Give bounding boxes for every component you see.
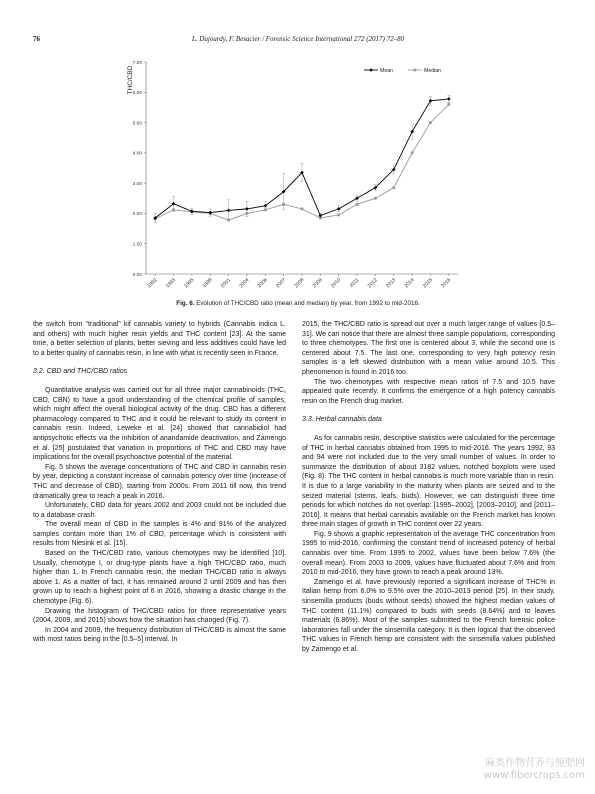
data-point [301, 207, 304, 210]
data-point [411, 151, 414, 154]
data-point [337, 207, 341, 211]
x-tick-label: 2011 [348, 277, 361, 290]
data-point [245, 207, 249, 211]
y-axis-label: THC/CBD [127, 65, 134, 95]
y-tick-label: 5.00 [132, 121, 142, 127]
paragraph: Drawing the histogram of THC/CBD ratios for three representative years (2004, 2009, and 2015) shows how the situation has changed (Fig. 7). [33, 607, 286, 625]
x-tick-label: 2004 [238, 277, 251, 290]
data-point [227, 209, 231, 213]
section-heading: 3.3. Herbal cannabis data [302, 416, 382, 424]
data-point [429, 121, 432, 124]
series-mean [153, 95, 450, 222]
paragraph: Quantitative analysis was carried out for all three major cannabinoids (THC, CBD, CBN) to have a good understanding of the chemical profile of samples, which might affect the overall biological activity of the drug. CBD has a different pharmacology compared to THC and it could be relevant to study its content in cannabis resin. Indeed, Leweke et al. [24] showed that cannabidiol had antipsychotic effects via the inhibition of anandamide deactivation, and Zamengo et al. [25] postulated that variation in proportions of THC and CBD may have implications for the overall psychoactive potential of the material. [33, 386, 286, 462]
y-tick-label: 4.00 [132, 151, 142, 157]
x-tick-label: 1995 [183, 277, 196, 290]
y-tick-label: 7.00 [132, 60, 142, 66]
x-tick-label: 2009 [311, 277, 324, 290]
x-tick-label: 2013 [385, 277, 398, 290]
x-tick-label: 2014 [403, 277, 416, 290]
watermark-line: 麻类作物营养与施肥网 [485, 758, 585, 769]
paragraph: As for cannabis resin, descriptive statistics were calculated for the percentage of THC in herbal cannabis obtained from 1995 to mid-2016. The years 1992, 93 and 94 were not included due to the very small number of values. In order to summarize the distribution of about 3182 values, notched boxplots were used (Fig. 8). The THC content in herbal cannabis is much more variable than in resin. It is due to a large variability in the maturity when plants are seized and to the seized material (stems, leafs, buds). However, we can distinguish three time periods for which notches do not overlap: [1995–2002], [2003–2010], and [2011–2016]. It means that herbal cannabis available on the French market has known three main stages of growth in THC content over 22 years. [302, 434, 555, 529]
data-point [392, 186, 395, 189]
paragraph: Based on the THC/CBD ratio, various chemotypes may be identified [10]. Usually, chemotype I, or drug-type plants have a high THC/CBD ratio, much higher than 1. In French cannabis resin, the median THC/CBD ratio is always above 1. As a matter of fact, it has remained around 2 until 2009 and has then grown up to reach a highest point of 6 in 2016, showing a drastic change in the chemotype (Fig. 6). [33, 550, 286, 606]
paragraph: The overall mean of CBD in the samples is 4% and 91% of the analyzed samples contain more than 1% of CBD, percentage which is consistent with results from Niesink et al. [15]. [33, 521, 286, 548]
legend-marker [369, 68, 373, 72]
y-ticks [133, 60, 146, 278]
y-tick-label: 2.00 [132, 212, 142, 218]
x-ticks [146, 274, 452, 289]
x-tick-label: 2008 [293, 277, 306, 290]
data-point [356, 203, 359, 206]
x-tick-label: 1992 [146, 277, 159, 290]
data-point [447, 97, 451, 101]
x-tick-label: 2006 [256, 277, 269, 290]
legend-label: Median [424, 68, 442, 74]
x-tick-label: 2015 [421, 277, 434, 290]
section-heading: 3.2. CBD and THC/CBD ratios [33, 368, 128, 376]
x-tick-label: 2001 [219, 277, 233, 290]
figure-caption [33, 300, 563, 307]
running-title: L. Dujourdy, F. Besacier / Forensic Science International 272 (2017) 72–80 [191, 35, 405, 43]
legend-item-mean [364, 68, 393, 74]
legend-label: Mean [380, 68, 393, 74]
paragraph: Unfortunately, CBD data for years 2002 and 2003 could not be included due to a database crash. [33, 502, 286, 519]
watermark [484, 758, 585, 782]
paragraph: Fig. 9 shows a graphic representation of the average THC concentration from 1995 to mid-2016, confirming the constant trend of increased potency of herbal cannabis over time. From 1995 to 2002, values have been below 7.6% (the overall mean). From 2003 to 2009, values have fluctuated about 7.6% and from 2010 to mid-2016, they have grown to reach a peak around 13%. [302, 530, 555, 577]
x-tick-label: 2016 [440, 277, 453, 290]
data-point [374, 197, 377, 200]
x-tick-label: 2012 [366, 277, 379, 290]
chart-legend [364, 68, 441, 74]
paragraph: 2015, the THC/CBD ratio is spread out over a much larger range of values [0.5–31]. We can notice that there are almost three sample populations, corresponding to three chemotypes. The first one is centered about 3, while the second one is centered about 7.5. The last one, corresponding to very high potency resin samples is a left skewed distribution with a mean value around 10.5. This phenomenon is found in 2016 too. [302, 321, 555, 376]
figure-caption-text: Evolution of THC/CBD ratio (mean and median) by year, from 1992 to mid-2016. [196, 300, 420, 307]
page-header [33, 35, 563, 47]
data-point [355, 196, 359, 200]
data-point [337, 214, 340, 217]
series-median [154, 103, 450, 221]
x-tick-label: 1993 [164, 277, 177, 290]
legend-marker [414, 69, 417, 72]
x-tick-label: 2010 [330, 277, 343, 290]
paragraph: The two chemotypes with respective mean ratios of 7.5 and 10.5 have appeared quite recently. It confirms the emergence of a high potency cannabis resin on the French drug market. [302, 378, 555, 405]
paragraph: Zamengo et al. have previously reported a significant increase of THC% in Italian hemp from 6.0% to 9.5% over the 2010–2013 period [25]. In their study, sinsemilla products (buds without seeds) showed the highest median values of THC content (11.1%) compared to buds with seeds (8.64%) and to leaves materials (6.86%). Most of the samples submitted to the French forensic police laboratories fall under the sinsemilla category. It is then logical that the observed THC values in French hemp are consistent with the sinsemilla values published by Zamengo et al. [302, 578, 555, 653]
data-point [447, 103, 450, 106]
series-line [155, 99, 449, 218]
y-tick-label: 0.00 [132, 272, 142, 278]
legend-item-median [408, 68, 441, 74]
paragraph: In 2004 and 2009, the frequency distribution of THC/CBD is almost the same with most ratios being in the [0.5–5] interval. In [33, 626, 286, 644]
left-column [33, 320, 286, 645]
series-line [155, 104, 449, 220]
y-tick-label: 6.00 [132, 91, 142, 97]
thc-cbd-ratio-chart [118, 52, 478, 307]
figure-label: Fig. 6. [176, 300, 195, 307]
page-number: 76 [33, 35, 40, 43]
y-tick-label: 3.00 [132, 181, 142, 187]
series-group [153, 95, 450, 222]
x-tick-label: 2007 [274, 277, 288, 290]
right-column [302, 320, 555, 655]
x-tick-label: 1998 [201, 277, 214, 290]
y-tick-label: 1.00 [132, 242, 142, 248]
paragraph: Fig. 5 shows the average concentrations of THC and CBD in cannabis resin by year, depicting a constant increase of cannabis potency over time (increase of THC and decrease of CBD), starting from 2000s. From 2011 till now, this trend dramatically grew to reach a peak in 2016. [33, 463, 286, 500]
watermark-line: www.fibercrops.com [483, 770, 585, 781]
paragraph: the switch from “traditional” kif cannabis variety to hybrids (Cannabis indica L. and others) with much higher resin yields and THC content [23]. At the same time, a better selection of plants, better sieving and less additives could have led to a better quality of cannabis resin, in line with what is recently seen in France. [33, 321, 286, 357]
